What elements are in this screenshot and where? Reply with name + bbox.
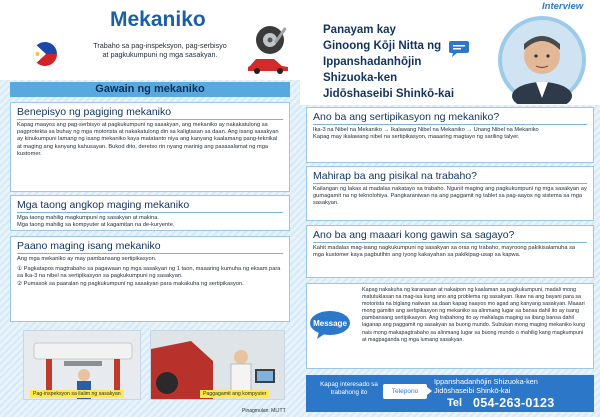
contact-prompt: Kapag interesado sa trabahong ito [320,381,378,396]
contact-tel-label: Tel [447,397,463,409]
photo-caption-1: Pag-inspeksyon sa ilalim ng sasakyan [30,390,124,398]
suited-line-1: Mga taong mahilig magkumpuni ng sasakyan at makina. [17,215,159,221]
page-subtitle: Trabaho sa pag-inspeksyon, pag-serbisyo at pagkukumpuni ng mga sasakyan. [93,41,227,59]
question-what-to-do-box [306,225,594,278]
philippines-flag-icon [33,42,57,66]
interviewee-title [323,22,473,102]
q2-body: Kailangan ng lakas at madalas nakatayo sa trabaho. Ngunit maging ang pagkukumpuni ng mga sasakyan ay gumagamit na ng teknolohiya. Pangkaraniwan na ang paggamit ng tablet sa pag-aayos ng sistema sa mga sasakyan. [313,186,587,207]
interviewee-line-3: Ippanshadanhōjin [323,56,422,68]
section-title: Gawain ng mekaniko [10,82,290,97]
q1-body: Ika-3 na Nibel na Mekaniko → Ikalawang Nibel na Mekaniko → Unang Nibel na Mekaniko [313,127,539,133]
suited-box [10,195,290,231]
contact-phone-number[interactable]: 054-263-0123 [473,396,555,410]
message-body: Kapag nakakuha ng karanasan at nakaipon ng kaalaman sa pagkukumpuni, madali mong matutuklasan na mag-isa kung ano ang problema ng sasakyan. Ikaw na ang bayani para sa motorista na biglang naiiwan sa daan kapag naayos mo agad ang kanyang sasakyan. Maaari mong gamitin ang sertipikasyon ng mekaniko sa alinmang lugar sa bansa dahil ito ay isang pambansang sertipikasyon. Ang trabahong ito ay mahalaga maging sa ibang bansa dahil laganap ang paggamit ng sasakyan sa buong mundo. Subukan mong maging mekaniko kung nais mong makapagtrabaho sa alinmang lugar sa buong mundo o mahilig kang magkumpuni at magpaganda ng mga lumang sasakyan. [362,287,585,343]
photo-caption-2: Paggagamit ang kompyuter [200,390,269,398]
howto-step-2: ② Pumasok sa paaralan ng pagkukumpuni ng sasakyan para makakuha ng sertipikasyon. [17,280,244,287]
howto-intro: Ang mga mekaniko ay may pambansang sertipikasyon. [17,256,157,262]
howto-box [10,236,290,322]
q2-heading: Mahirap ba ang pisikal na trabaho? [313,170,587,184]
speech-bubble-icon [448,40,470,58]
question-physical-work-box [306,166,594,221]
suited-line-2: Mga taong mahilig sa kompyuter at kagamitan na de-kuryente. [17,222,175,229]
source-credit: Pinagmulan: MLITT [242,408,286,414]
q1-heading: Ano ba ang sertipikasyon ng mekaniko? [313,111,587,125]
contact-org-line-1: Ippanshadanhōjin Shizuoka-ken [434,377,538,386]
interviewee-line-5: Jidōshaseibi Shinkō-kai [323,88,455,100]
message-label: Message [313,319,347,328]
suited-heading: Mga taong angkop maging mekaniko [17,199,283,213]
q3-heading: Ano ba ang maaari kong gawin sa sagayo? [313,229,587,243]
contact-org-line-2: Jidōshaseibi Shinkō-kai [434,386,511,395]
page-title: Mekaniko [110,8,206,31]
interviewee-line-1: Panayam kay [323,24,396,36]
q3-body: Kahit madalas mag-isang nagkukumpuni ng sasakyan sa oras ng trabaho, mayroong pakikisalamuha sa mga kustomer kaya pagbutihin ang iyong kakayahan sa pakikipag-usap sa kapwa. [313,245,576,259]
interviewee-portrait [484,4,594,104]
howto-heading: Paano maging isang mekaniko [17,240,283,254]
howto-step-1: ① Pagkatapos magtrabaho sa pagawaan ng mga sasakyan ng 1 taon, maaaring kumuha ng eksam para sa Ika-3 na nibel na sertipikasyon sa pagkukumpuni ng sasakyan. [17,266,281,280]
contact-organization [434,377,584,395]
tire-and-car-icon [244,22,294,74]
interviewee-line-4: Shizuoka-ken [323,72,398,84]
interview-label: Interview [542,1,584,12]
message-bubble-icon [309,310,351,340]
benefits-box [10,102,290,192]
question-certification-box [306,107,594,163]
benefits-heading: Benepisyo ng pagiging mekaniko [17,106,283,120]
benefits-body: Kapag maayos ang pag-serbisyo at pagkukumpuni ng sasakyan, ang mekaniko ay nakakatulong sa pagprotekta sa buhay ng mga motorista at nakakatulong din sa kaligtasan sa daan. Ang isang sasakyan ay kinukumpuni lamang ng isang mekaniko kaya matatanto niya ang kanyang kaalamang pang-teknikal at maging ang kanyang kahusayan. Bukod dito, deretso rin nyang marinig ang pasasalamat ng mga kustomer. [17,122,279,157]
interviewee-line-2: Ginoong Kōji Nitta ng [323,40,442,52]
contact-method-badge: Telepono [383,384,427,399]
q1-body-2: Kapag may ikalawang nibel na sertipikasyon, maaaring magtayo ng sariling talyer. [313,134,520,141]
